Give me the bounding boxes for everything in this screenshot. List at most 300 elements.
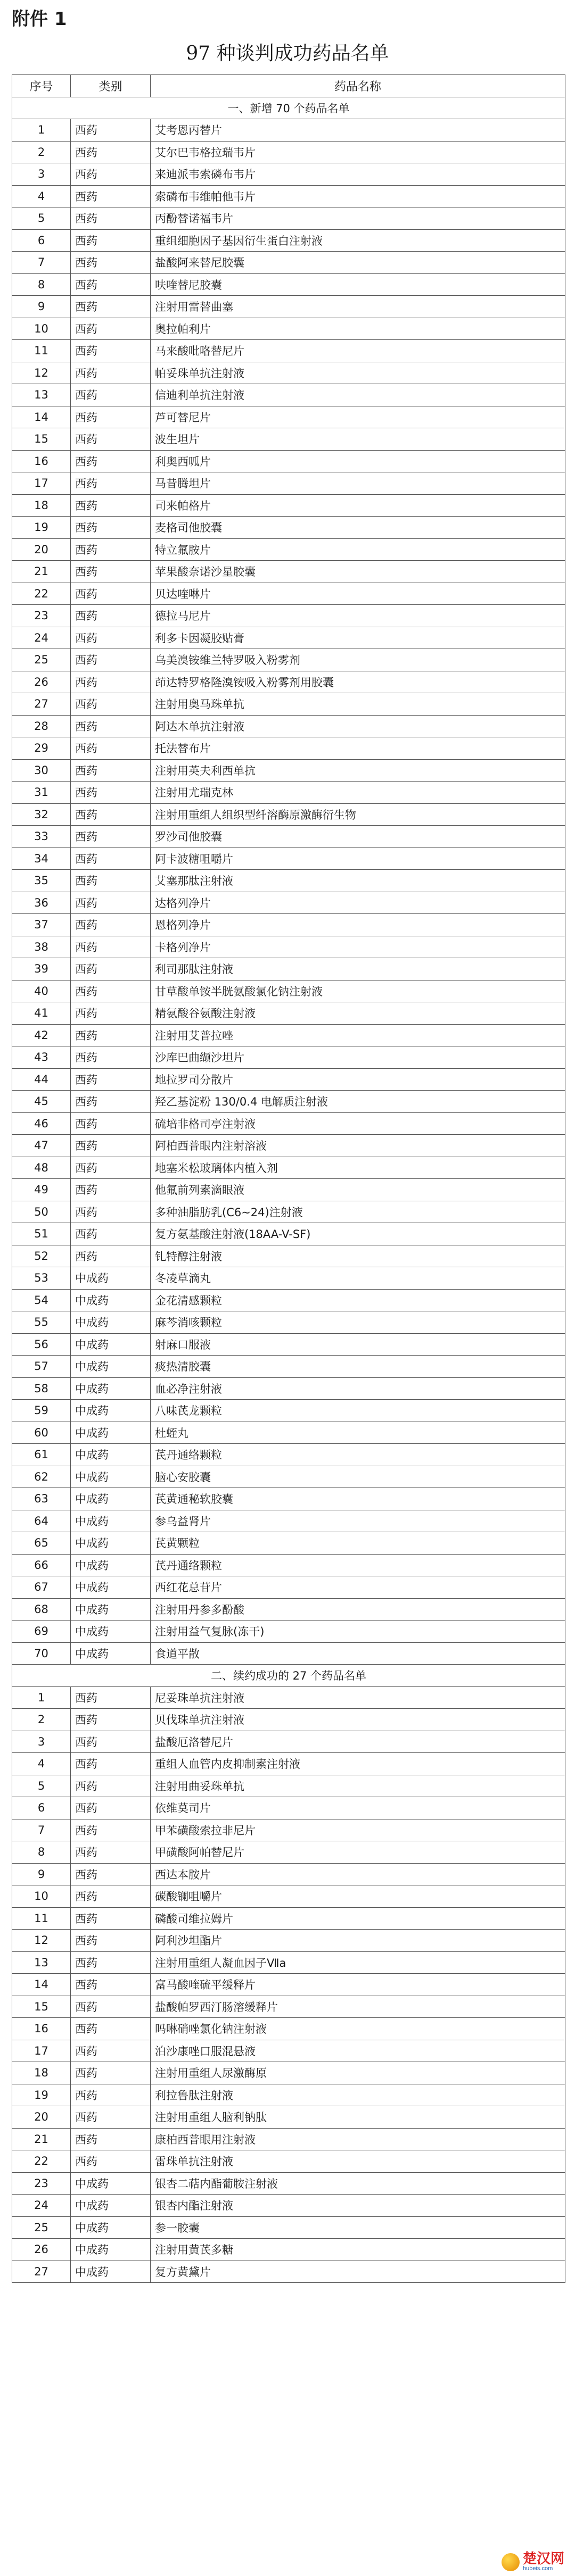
row-number: 22 — [12, 2150, 71, 2173]
table-body — [12, 97, 565, 2283]
row-drug-name: 波生坦片 — [151, 428, 565, 451]
row-category: 西药 — [71, 1709, 151, 1731]
row-drug-name: 羟乙基淀粉 130/0.4 电解质注射液 — [151, 1091, 565, 1113]
row-category: 西药 — [71, 273, 151, 296]
row-drug-name: 卡格列净片 — [151, 936, 565, 958]
table-row — [12, 229, 565, 252]
row-category: 西药 — [71, 627, 151, 649]
row-category: 西药 — [71, 1179, 151, 1201]
row-number: 54 — [12, 1289, 71, 1311]
row-category: 西药 — [71, 1157, 151, 1179]
row-drug-name: 射麻口服液 — [151, 1333, 565, 1356]
row-number: 17 — [12, 472, 71, 495]
table-row — [12, 384, 565, 406]
row-number: 23 — [12, 605, 71, 627]
row-drug-name: 碳酸镧咀嚼片 — [151, 1885, 565, 1908]
row-drug-name: 阿柏西普眼内注射溶液 — [151, 1135, 565, 1157]
row-category: 西药 — [71, 1002, 151, 1025]
table-row — [12, 1112, 565, 1135]
row-number: 22 — [12, 583, 71, 605]
row-number: 45 — [12, 1091, 71, 1113]
row-number: 56 — [12, 1333, 71, 1356]
row-drug-name: 盐酸厄洛替尼片 — [151, 1731, 565, 1753]
row-drug-name: 芪黄通秘软胶囊 — [151, 1488, 565, 1510]
table-row — [12, 1642, 565, 1665]
row-number: 31 — [12, 782, 71, 804]
row-number: 1 — [12, 1686, 71, 1709]
row-category: 西药 — [71, 826, 151, 848]
watermark-name: 楚汉网 — [522, 2551, 564, 2567]
row-drug-name: 阿达木单抗注射液 — [151, 715, 565, 737]
row-category: 西药 — [71, 715, 151, 737]
row-category: 西药 — [71, 185, 151, 207]
row-drug-name: 吗啉硝唑氯化钠注射液 — [151, 2018, 565, 2040]
row-category: 西药 — [71, 803, 151, 826]
row-drug-name: 钆特醇注射液 — [151, 1245, 565, 1267]
table-row — [12, 2150, 565, 2173]
table-row — [12, 2128, 565, 2150]
row-drug-name: 注射用尤瑞克林 — [151, 782, 565, 804]
row-drug-name: 贝伐珠单抗注射液 — [151, 1709, 565, 1731]
row-category: 西药 — [71, 782, 151, 804]
row-number: 40 — [12, 980, 71, 1002]
row-number: 29 — [12, 737, 71, 760]
table-row — [12, 2172, 565, 2195]
row-drug-name: 地拉罗司分散片 — [151, 1068, 565, 1091]
row-drug-name: 参一胶囊 — [151, 2216, 565, 2239]
row-drug-name: 注射用重组人尿激酶原 — [151, 2062, 565, 2084]
row-category: 西药 — [71, 2128, 151, 2150]
row-drug-name: 硫培非格司亭注射液 — [151, 1112, 565, 1135]
row-category: 西药 — [71, 1135, 151, 1157]
table-row — [12, 362, 565, 384]
row-drug-name: 乌美溴铵维兰特罗吸入粉雾剂 — [151, 649, 565, 671]
row-number: 68 — [12, 1598, 71, 1621]
row-number: 62 — [12, 1466, 71, 1488]
row-drug-name: 西红花总苷片 — [151, 1576, 565, 1599]
table-row — [12, 1267, 565, 1290]
table-row — [12, 1930, 565, 1952]
row-number: 24 — [12, 2195, 71, 2217]
table-row — [12, 892, 565, 914]
row-drug-name: 脑心安胶囊 — [151, 1466, 565, 1488]
table-row — [12, 1709, 565, 1731]
row-number: 66 — [12, 1554, 71, 1576]
row-category: 西药 — [71, 450, 151, 472]
row-drug-name: 利多卡因凝胶贴膏 — [151, 627, 565, 649]
table-row — [12, 1046, 565, 1069]
row-category: 西药 — [71, 318, 151, 340]
row-number: 46 — [12, 1112, 71, 1135]
row-number: 37 — [12, 914, 71, 936]
row-drug-name: 甘草酸单铵半胱氨酸氯化钠注射液 — [151, 980, 565, 1002]
row-drug-name: 注射用雷替曲塞 — [151, 296, 565, 318]
row-number: 36 — [12, 892, 71, 914]
row-category: 西药 — [71, 141, 151, 163]
row-number: 69 — [12, 1621, 71, 1643]
row-number: 10 — [12, 318, 71, 340]
row-category: 西药 — [71, 737, 151, 760]
row-number: 43 — [12, 1046, 71, 1069]
row-drug-name: 沙库巴曲缬沙坦片 — [151, 1046, 565, 1069]
table-row — [12, 605, 565, 627]
row-drug-name: 复方氨基酸注射液(18AA-V-SF) — [151, 1223, 565, 1245]
row-category: 西药 — [71, 2106, 151, 2129]
row-category: 西药 — [71, 163, 151, 186]
row-drug-name: 特立氟胺片 — [151, 538, 565, 561]
row-drug-name: 阿卡波糖咀嚼片 — [151, 847, 565, 870]
row-category: 西药 — [71, 229, 151, 252]
row-category: 西药 — [71, 958, 151, 980]
row-number: 7 — [12, 1819, 71, 1841]
table-row — [12, 1068, 565, 1091]
row-number: 59 — [12, 1400, 71, 1422]
row-number: 20 — [12, 2106, 71, 2129]
table-row — [12, 1885, 565, 1908]
section-header-row — [12, 97, 565, 119]
row-number: 63 — [12, 1488, 71, 1510]
row-drug-name: 阿利沙坦酯片 — [151, 1930, 565, 1952]
row-category: 西药 — [71, 252, 151, 274]
row-drug-name: 罗沙司他胶囊 — [151, 826, 565, 848]
row-drug-name: 马昔腾坦片 — [151, 472, 565, 495]
row-category: 西药 — [71, 936, 151, 958]
row-drug-name: 茚达特罗格隆溴铵吸入粉雾剂用胶囊 — [151, 671, 565, 693]
row-category: 西药 — [71, 494, 151, 517]
row-number: 18 — [12, 494, 71, 517]
row-category: 中成药 — [71, 1621, 151, 1643]
row-category: 中成药 — [71, 1377, 151, 1400]
row-category: 西药 — [71, 1907, 151, 1930]
row-drug-name: 利拉鲁肽注射液 — [151, 2084, 565, 2106]
row-drug-name: 多种油脂肪乳(C6~24)注射液 — [151, 1201, 565, 1223]
row-drug-name: 雷珠单抗注射液 — [151, 2150, 565, 2173]
row-drug-name: 冬凌草滴丸 — [151, 1267, 565, 1290]
row-category: 西药 — [71, 1930, 151, 1952]
table-row — [12, 1245, 565, 1267]
table-row — [12, 1907, 565, 1930]
watermark-url: hubeis.com — [522, 2565, 553, 2572]
row-number: 13 — [12, 384, 71, 406]
table-row — [12, 627, 565, 649]
row-drug-name: 托法替布片 — [151, 737, 565, 760]
row-number: 2 — [12, 141, 71, 163]
row-category: 中成药 — [71, 1510, 151, 1532]
row-number: 65 — [12, 1532, 71, 1555]
row-drug-name: 利司那肽注射液 — [151, 958, 565, 980]
row-category: 西药 — [71, 1201, 151, 1223]
row-number: 51 — [12, 1223, 71, 1245]
row-category: 西药 — [71, 1731, 151, 1753]
table-row — [12, 163, 565, 186]
row-category: 中成药 — [71, 1576, 151, 1599]
row-category: 西药 — [71, 980, 151, 1002]
table-row — [12, 1135, 565, 1157]
watermark-logo — [498, 2551, 568, 2573]
table-row — [12, 914, 565, 936]
table-row — [12, 1466, 565, 1488]
row-number: 50 — [12, 1201, 71, 1223]
row-drug-name: 利奥西呱片 — [151, 450, 565, 472]
row-number: 6 — [12, 229, 71, 252]
row-number: 41 — [12, 1002, 71, 1025]
table-row — [12, 494, 565, 517]
row-number: 19 — [12, 2084, 71, 2106]
table-row — [12, 583, 565, 605]
table-row — [12, 936, 565, 958]
row-number: 17 — [12, 2040, 71, 2062]
row-category: 西药 — [71, 1974, 151, 1996]
row-drug-name: 艾考恩丙替片 — [151, 119, 565, 142]
row-category: 西药 — [71, 119, 151, 142]
row-drug-name: 金花清感颗粒 — [151, 1289, 565, 1311]
row-drug-name: 艾尔巴韦格拉瑞韦片 — [151, 141, 565, 163]
table-row — [12, 1951, 565, 1974]
row-number: 11 — [12, 340, 71, 362]
row-number: 53 — [12, 1267, 71, 1290]
row-drug-name: 重组细胞因子基因衍生蛋白注射液 — [151, 229, 565, 252]
row-category: 西药 — [71, 1841, 151, 1864]
attachment-label: 附件 1 — [12, 9, 67, 30]
row-category: 西药 — [71, 1686, 151, 1709]
row-category: 中成药 — [71, 1444, 151, 1466]
row-drug-name: 苹果酸奈诺沙星胶囊 — [151, 561, 565, 583]
table-row — [12, 141, 565, 163]
row-number: 42 — [12, 1024, 71, 1046]
row-number: 35 — [12, 870, 71, 892]
row-drug-name: 贝达喹啉片 — [151, 583, 565, 605]
row-drug-name: 杜蛭丸 — [151, 1422, 565, 1444]
row-drug-name: 德拉马尼片 — [151, 605, 565, 627]
row-drug-name: 血必净注射液 — [151, 1377, 565, 1400]
table-row — [12, 1686, 565, 1709]
table-row — [12, 759, 565, 782]
row-number: 28 — [12, 715, 71, 737]
row-drug-name: 芪丹通络颗粒 — [151, 1444, 565, 1466]
row-drug-name: 康柏西普眼用注射液 — [151, 2128, 565, 2150]
table-row — [12, 958, 565, 980]
row-drug-name: 盐酸帕罗西汀肠溶缓释片 — [151, 1996, 565, 2018]
table-row — [12, 649, 565, 671]
table-row — [12, 1333, 565, 1356]
row-number: 12 — [12, 1930, 71, 1952]
row-category: 西药 — [71, 538, 151, 561]
row-category: 中成药 — [71, 1488, 151, 1510]
row-number: 21 — [12, 2128, 71, 2150]
row-number: 4 — [12, 1753, 71, 1775]
row-number: 5 — [12, 207, 71, 230]
table-row — [12, 561, 565, 583]
document-title: 97 种谈判成功药品名单 — [186, 43, 389, 64]
row-drug-name: 注射用黄芪多糖 — [151, 2239, 565, 2261]
row-drug-name: 索磷布韦维帕他韦片 — [151, 185, 565, 207]
table-row — [12, 2062, 565, 2084]
row-category: 西药 — [71, 583, 151, 605]
row-category: 中成药 — [71, 1532, 151, 1555]
row-drug-name: 艾塞那肽注射液 — [151, 870, 565, 892]
table-row — [12, 1731, 565, 1753]
table-row — [12, 1201, 565, 1223]
row-number: 64 — [12, 1510, 71, 1532]
table-row — [12, 782, 565, 804]
row-category: 西药 — [71, 1885, 151, 1908]
row-category: 西药 — [71, 296, 151, 318]
table-row — [12, 185, 565, 207]
row-category: 中成药 — [71, 2261, 151, 2283]
row-category: 中成药 — [71, 2172, 151, 2195]
row-category: 中成药 — [71, 2195, 151, 2217]
row-number: 26 — [12, 671, 71, 693]
row-category: 中成药 — [71, 1422, 151, 1444]
table-row — [12, 1996, 565, 2018]
row-category: 西药 — [71, 847, 151, 870]
row-category: 西药 — [71, 340, 151, 362]
row-drug-name: 银杏二萜内酯葡胺注射液 — [151, 2172, 565, 2195]
row-category: 西药 — [71, 1775, 151, 1797]
row-category: 西药 — [71, 1245, 151, 1267]
section-header-row — [12, 1665, 565, 1687]
row-category: 西药 — [71, 1996, 151, 2018]
row-number: 25 — [12, 649, 71, 671]
table-row — [12, 1753, 565, 1775]
row-drug-name: 八味芪龙颗粒 — [151, 1400, 565, 1422]
table-row — [12, 1554, 565, 1576]
row-category: 西药 — [71, 914, 151, 936]
row-category: 西药 — [71, 1223, 151, 1245]
row-category: 西药 — [71, 207, 151, 230]
row-number: 57 — [12, 1356, 71, 1378]
row-category: 西药 — [71, 1068, 151, 1091]
globe-icon — [502, 2553, 520, 2571]
row-category: 中成药 — [71, 1311, 151, 1334]
header-no: 序号 — [12, 75, 71, 97]
row-category: 西药 — [71, 1112, 151, 1135]
row-drug-name: 注射用丹参多酚酸 — [151, 1598, 565, 1621]
row-category: 中成药 — [71, 1466, 151, 1488]
row-number: 30 — [12, 759, 71, 782]
table-row — [12, 538, 565, 561]
table-row — [12, 1621, 565, 1643]
table-row — [12, 1157, 565, 1179]
row-number: 5 — [12, 1775, 71, 1797]
row-number: 12 — [12, 362, 71, 384]
row-category: 西药 — [71, 759, 151, 782]
row-drug-name: 注射用益气复脉(冻干) — [151, 1621, 565, 1643]
row-drug-name: 帕妥珠单抗注射液 — [151, 362, 565, 384]
row-drug-name: 富马酸喹硫平缓释片 — [151, 1974, 565, 1996]
row-drug-name: 马来酸吡咯替尼片 — [151, 340, 565, 362]
table-row — [12, 2084, 565, 2106]
row-drug-name: 食道平散 — [151, 1642, 565, 1665]
row-number: 16 — [12, 2018, 71, 2040]
table-row — [12, 472, 565, 495]
row-drug-name: 注射用艾普拉唑 — [151, 1024, 565, 1046]
table-row — [12, 2216, 565, 2239]
row-category: 中成药 — [71, 1642, 151, 1665]
row-drug-name: 信迪利单抗注射液 — [151, 384, 565, 406]
row-category: 西药 — [71, 1797, 151, 1819]
table-row — [12, 318, 565, 340]
table-row — [12, 1377, 565, 1400]
row-drug-name: 注射用重组人脑利钠肽 — [151, 2106, 565, 2129]
table-row — [12, 1223, 565, 1245]
row-number: 48 — [12, 1157, 71, 1179]
row-category: 西药 — [71, 517, 151, 539]
row-category: 西药 — [71, 1024, 151, 1046]
row-drug-name: 甲磺酸阿帕替尼片 — [151, 1841, 565, 1864]
row-number: 8 — [12, 273, 71, 296]
section-title: 二、续约成功的 27 个药品名单 — [12, 1665, 565, 1687]
row-category: 西药 — [71, 2084, 151, 2106]
row-category: 西药 — [71, 2150, 151, 2173]
row-number: 16 — [12, 450, 71, 472]
row-category: 西药 — [71, 428, 151, 451]
row-category: 中成药 — [71, 1400, 151, 1422]
row-number: 38 — [12, 936, 71, 958]
row-drug-name: 呋喹替尼胶囊 — [151, 273, 565, 296]
row-category: 西药 — [71, 2040, 151, 2062]
row-drug-name: 痰热清胶囊 — [151, 1356, 565, 1378]
table-row — [12, 1179, 565, 1201]
row-category: 西药 — [71, 472, 151, 495]
table-row — [12, 1356, 565, 1378]
row-number: 26 — [12, 2239, 71, 2261]
row-category: 西药 — [71, 870, 151, 892]
table-row — [12, 1510, 565, 1532]
header-name: 药品名称 — [151, 75, 565, 97]
row-drug-name: 磷酸司维拉姆片 — [151, 1907, 565, 1930]
table-row — [12, 693, 565, 716]
row-category: 西药 — [71, 1091, 151, 1113]
table-row — [12, 2106, 565, 2129]
row-category: 西药 — [71, 362, 151, 384]
table-row — [12, 737, 565, 760]
row-drug-name: 芪黄颗粒 — [151, 1532, 565, 1555]
table-row — [12, 826, 565, 848]
row-number: 9 — [12, 296, 71, 318]
row-number: 19 — [12, 517, 71, 539]
table-row — [12, 406, 565, 428]
row-number: 47 — [12, 1135, 71, 1157]
table-row — [12, 671, 565, 693]
table-row — [12, 1289, 565, 1311]
table-row — [12, 207, 565, 230]
row-category: 中成药 — [71, 1554, 151, 1576]
row-category: 西药 — [71, 2018, 151, 2040]
row-number: 14 — [12, 406, 71, 428]
row-number: 25 — [12, 2216, 71, 2239]
row-drug-name: 重组人血管内皮抑制素注射液 — [151, 1753, 565, 1775]
table-row — [12, 1444, 565, 1466]
row-drug-name: 地塞米松玻璃体内植入剂 — [151, 1157, 565, 1179]
section-title: 一、新增 70 个药品名单 — [12, 97, 565, 119]
table-row — [12, 273, 565, 296]
row-number: 4 — [12, 185, 71, 207]
row-drug-name: 麦格司他胶囊 — [151, 517, 565, 539]
row-number: 67 — [12, 1576, 71, 1599]
row-drug-name: 注射用奥马珠单抗 — [151, 693, 565, 716]
row-drug-name: 来迪派韦索磷布韦片 — [151, 163, 565, 186]
row-category: 西药 — [71, 1046, 151, 1069]
row-category: 西药 — [71, 605, 151, 627]
row-category: 西药 — [71, 693, 151, 716]
table-row — [12, 1598, 565, 1621]
table-row — [12, 1400, 565, 1422]
row-number: 15 — [12, 1996, 71, 2018]
table-row — [12, 1797, 565, 1819]
table-row — [12, 450, 565, 472]
row-number: 27 — [12, 2261, 71, 2283]
